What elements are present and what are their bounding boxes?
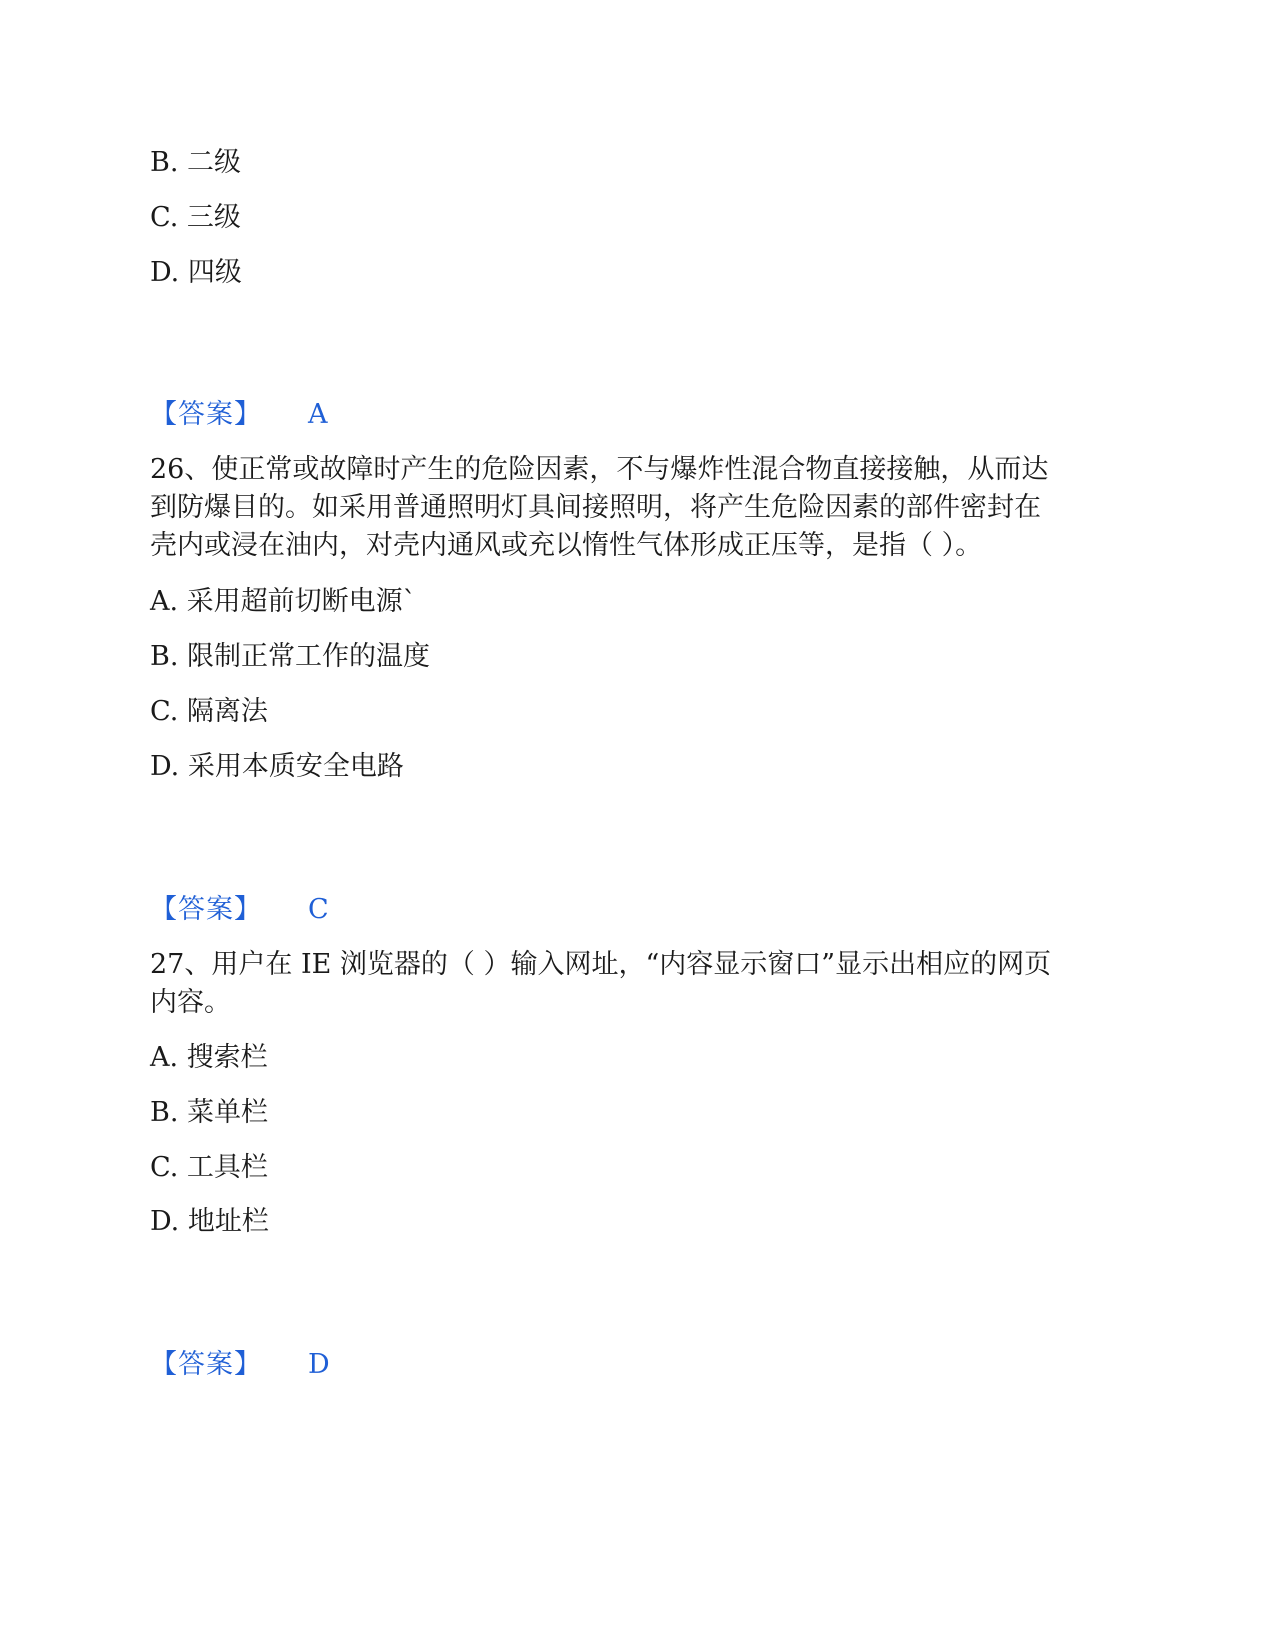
answer-value: C — [308, 894, 329, 925]
q26-option-d: D. 采用本质安全电路 — [150, 751, 404, 782]
answer-value: A — [308, 399, 328, 430]
q26-text-line-3: 壳内或浸在油内，对壳内通风或充以惰性气体形成正压等，是指（ ）。 — [150, 530, 983, 561]
q27-text-line-1: 27、用户在 IE 浏览器的（ ）输入网址，“内容显示窗口”显示出相应的网页 — [150, 949, 1052, 980]
answer-tag: 【答案】 — [150, 1349, 262, 1380]
q26-text-line-2: 到防爆目的。如采用普通照明灯具间接照明，将产生危险因素的部件密封在 — [150, 492, 1041, 523]
q27-option-b: B. 菜单栏 — [150, 1097, 269, 1128]
q27-option-a: A. 搜索栏 — [150, 1042, 268, 1073]
q27-text-line-2: 内容。 — [150, 987, 231, 1018]
q27-answer — [150, 1350, 330, 1380]
q25-option-b: B. 二级 — [150, 147, 242, 178]
q25-option-d: D. 四级 — [150, 257, 242, 288]
q25-option-c: C. 三级 — [150, 202, 241, 233]
q27-option-c: C. 工具栏 — [150, 1152, 268, 1183]
q26-text-line-1: 26、使正常或故障时产生的危险因素，不与爆炸性混合物直接接触，从而达 — [150, 454, 1049, 485]
answer-tag: 【答案】 — [150, 894, 262, 925]
q27-option-d: D. 地址栏 — [150, 1206, 269, 1237]
q26-answer — [150, 895, 329, 925]
q26-option-a: A. 采用超前切断电源` — [150, 586, 417, 617]
answer-value: D — [308, 1349, 330, 1380]
q25-answer — [150, 400, 328, 430]
q26-option-b: B. 限制正常工作的温度 — [150, 641, 431, 672]
q26-option-c: C. 隔离法 — [150, 696, 268, 727]
answer-tag: 【答案】 — [150, 399, 262, 430]
